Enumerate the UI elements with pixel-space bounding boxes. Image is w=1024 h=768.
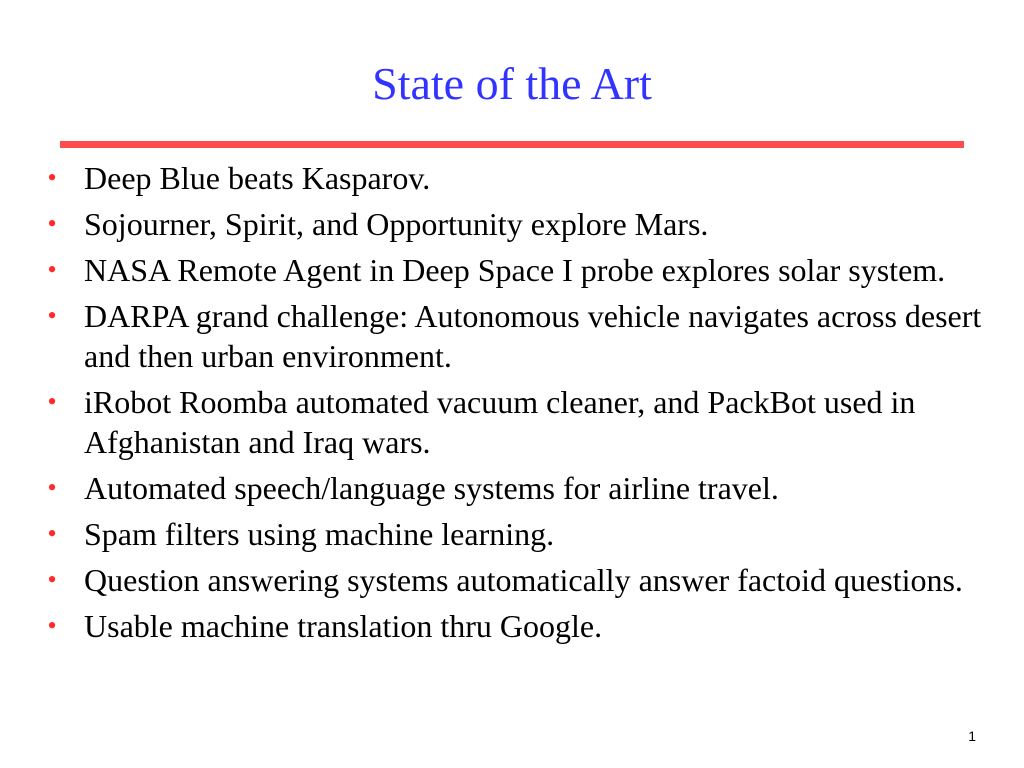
bullet-text: Automated speech/language systems for airline travel.	[84, 470, 779, 506]
bullet-icon: •	[47, 163, 57, 192]
bullet-text: Deep Blue beats Kasparov.	[84, 160, 431, 196]
bullet-icon: •	[47, 209, 57, 238]
bullet-item	[42, 158, 982, 198]
bullet-item	[42, 382, 982, 462]
bullet-list	[42, 158, 982, 652]
bullet-text: iRobot Roomba automated vacuum cleaner, and PackBot used in Afghanistan and Iraq wars.	[84, 384, 916, 460]
bullet-item	[42, 514, 982, 554]
bullet-text: Question answering systems automatically answer factoid questions.	[84, 562, 963, 598]
page-number: 1	[968, 728, 976, 744]
bullet-icon: •	[47, 519, 57, 548]
bullet-text: Sojourner, Spirit, and Opportunity explore Mars.	[84, 206, 709, 242]
slide-title: State of the Art	[372, 58, 652, 109]
bullet-item	[42, 250, 982, 290]
bullet-text: DARPA grand challenge: Autonomous vehicle navigates across desert and then urban environment.	[84, 298, 982, 374]
bullet-text: NASA Remote Agent in Deep Space I probe explores solar system.	[84, 252, 946, 288]
bullet-text: Spam filters using machine learning.	[84, 516, 555, 552]
bullet-icon: •	[47, 611, 57, 640]
bullet-icon: •	[47, 473, 57, 502]
bullet-item	[42, 296, 982, 376]
bullet-icon: •	[47, 565, 57, 594]
bullet-icon: •	[47, 387, 57, 416]
bullet-item	[42, 468, 982, 508]
bullet-icon: •	[47, 255, 57, 284]
bullet-icon: •	[47, 301, 57, 330]
bullet-text: Usable machine translation thru Google.	[84, 608, 603, 644]
bullet-item	[42, 560, 982, 600]
title-divider	[60, 141, 964, 148]
bullet-item	[42, 204, 982, 244]
bullet-item	[42, 606, 982, 646]
